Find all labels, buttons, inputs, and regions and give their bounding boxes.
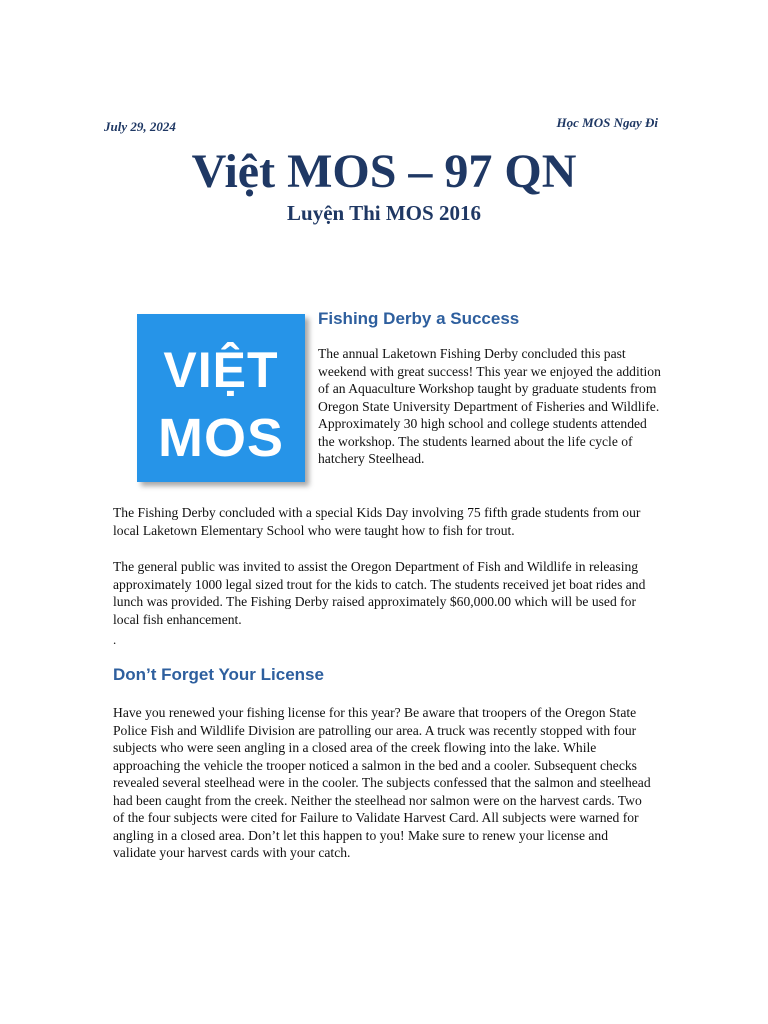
viet-mos-logo-graphic <box>137 314 305 482</box>
paragraph: The annual Laketown Fishing Derby concluded this past weekend with great success! This year we enjoyed the addition of an Aquaculture Workshop taught by graduate students from Oregon State University Department of Fisheries and Wildlife. Approximately 30 high school and college students attended the workshop. The students learned about the life cycle of hatchery Steelhead. <box>318 346 661 466</box>
newsletter-tagline: Học MOS Ngay Đi <box>556 115 658 130</box>
newsletter-date: July 29, 2024 <box>104 119 176 134</box>
newsletter-title: Việt MOS – 97 QN <box>191 145 577 198</box>
logo-line-2: MOS <box>157 408 285 468</box>
viet-mos-logo <box>137 314 305 482</box>
section-heading-fishing-derby: Fishing Derby a Success <box>318 309 520 328</box>
paragraph: The general public was invited to assist the Oregon Department of Fish and Wildlife in releasing approximately 1000 legal sized trout for the kids to catch. The students received jet boat rides and lunch was provided. The Fishing Derby raised approximately $60,000.00 which will be used for local fish enhancement. <box>113 559 646 627</box>
paragraph: Have you renewed your fishing license for this year? Be aware that troopers of the Oregon State Police Fish and Wildlife Division are patrolling our area. A truck was recently stopped with four subjects who were seen angling in a closed area of the creek flowing into the lake. While approaching the vehicle the trooper noticed a salmon in the bed and a cooler. Subsequent checks revealed several steelhead were in the cooler. The subjects confessed that the salmon and steelhead had been caught from the creek. Neither the steelhead nor salmon were on the harvest cards. Two of the four subjects were cited for Failure to Validate Harvest Card. All subjects were warned for angling in a closed area. Don’t let this happen to you! Make sure to renew your license and validate your harvest cards with your catch. <box>113 705 651 860</box>
logo-line-1: VIỆT <box>163 342 279 398</box>
section-heading-license: Don’t Forget Your License <box>113 665 324 684</box>
newsletter-subtitle: Luyện Thi MOS 2016 <box>287 201 481 225</box>
paragraph: The Fishing Derby concluded with a special Kids Day involving 75 fifth grade students from our local Laketown Elementary School who were taught how to fish for trout. <box>113 505 641 538</box>
stray-period: . <box>113 632 117 647</box>
